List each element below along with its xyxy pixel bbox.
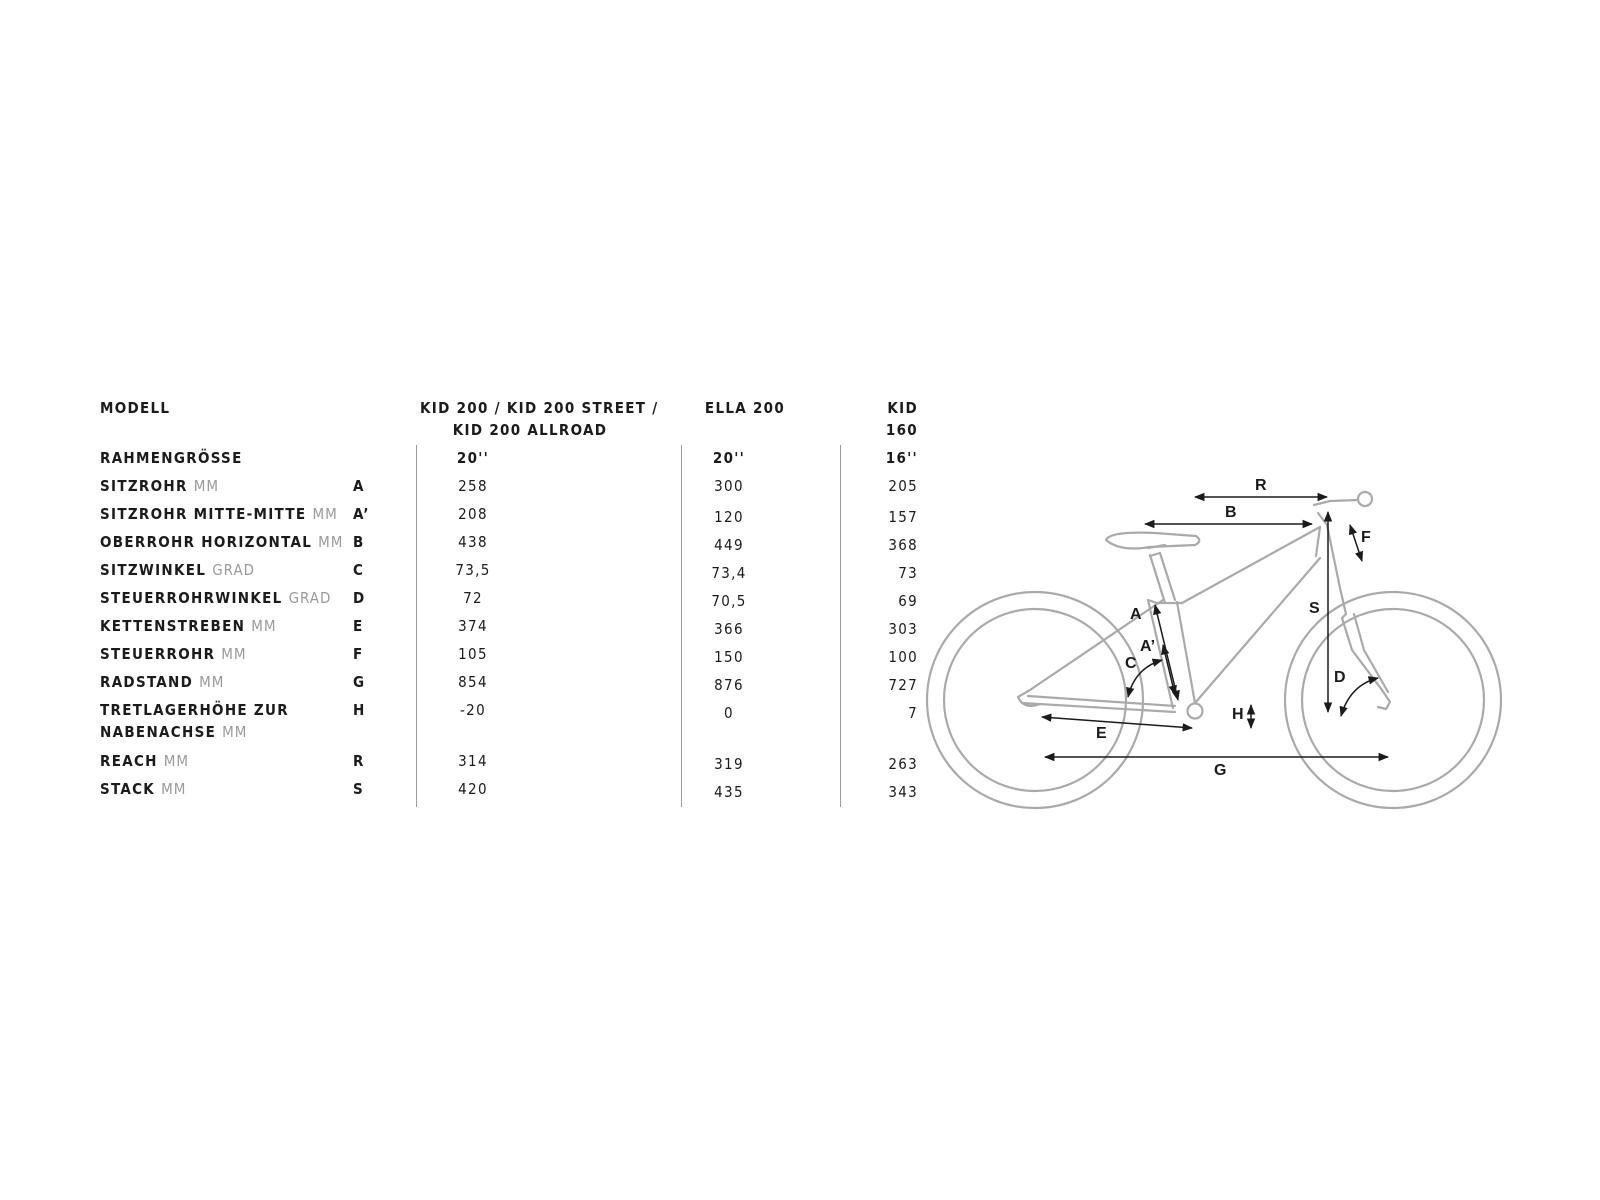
row-label: STEUERROHR MM (100, 645, 247, 663)
row-label: TRETLAGERHÖHE ZUR NABENACHSE MM (100, 701, 289, 741)
dimension-label-E: E (1096, 725, 1107, 742)
row-letter: D (353, 589, 366, 607)
row-letter: B (353, 533, 365, 551)
row-value: 72 (463, 589, 483, 607)
column-header-kid200: KID 200 / KID 200 STREET / KID 200 ALLROAD (420, 399, 659, 439)
row-value: 7 (908, 704, 918, 722)
row-value: 73 (898, 564, 918, 582)
frame (1018, 527, 1320, 712)
frame-size-value: 20'' (456, 449, 490, 467)
row-value: 343 (888, 783, 918, 801)
row-value: 70,5 (711, 592, 747, 610)
row-label: SITZROHR MITTE-MITTE MM (100, 505, 338, 523)
row-value: 435 (714, 783, 744, 801)
dimension-label-R: R (1255, 477, 1267, 494)
dimension-label-A-prime: A’ (1140, 638, 1156, 655)
dimension-label-G: G (1214, 762, 1227, 779)
dimension-label-B: B (1225, 504, 1237, 521)
row-letter: G (353, 673, 366, 691)
bottom-bracket (1188, 704, 1203, 719)
row-value: 73,4 (711, 564, 747, 582)
row-value: 876 (714, 676, 744, 694)
row-value: 205 (888, 477, 918, 495)
dimension-arrows (1042, 497, 1388, 757)
row-value: 366 (714, 620, 744, 638)
row-letter: R (353, 752, 365, 770)
row-value: 314 (458, 752, 488, 770)
row-label: RADSTAND MM (100, 673, 225, 691)
row-letter: C (353, 561, 365, 579)
row-value: 854 (458, 673, 488, 691)
row-value: 100 (888, 648, 918, 666)
row-label: SITZROHR MM (100, 477, 219, 495)
dimension-label-H: H (1232, 706, 1244, 723)
dimension-label-A: A (1130, 606, 1142, 623)
row-label: STACK MM (100, 780, 187, 798)
frame-size-label: RAHMENGRÖSSE (100, 449, 243, 467)
column-header-ella200: ELLA 200 (704, 399, 786, 417)
row-letter: H (353, 701, 366, 719)
row-letter: E (353, 617, 364, 635)
row-label: KETTENSTREBEN MM (100, 617, 277, 635)
row-label: STEUERROHRWINKEL GRAD (100, 589, 332, 607)
row-value: 438 (458, 533, 488, 551)
header-model: MODELL (100, 399, 171, 417)
row-label: REACH MM (100, 752, 190, 770)
row-value: 150 (714, 648, 744, 666)
dimension-D-arc (1341, 678, 1378, 716)
row-value: 208 (458, 505, 488, 523)
row-value: 105 (458, 645, 488, 663)
dimension-label-C: C (1125, 655, 1137, 672)
front-wheel (1285, 592, 1501, 808)
bike-outline (927, 492, 1501, 808)
dimension-label-F: F (1361, 529, 1371, 546)
row-value: 727 (888, 676, 918, 694)
row-label: OBERROHR HORIZONTAL MM (100, 533, 344, 551)
row-value: 303 (888, 620, 918, 638)
row-value: 263 (888, 755, 918, 773)
row-letter: F (353, 645, 364, 663)
row-value: 73,5 (455, 561, 491, 579)
dimension-label-S: S (1309, 600, 1320, 617)
row-value: 300 (714, 477, 744, 495)
row-letter: A (353, 477, 365, 495)
seatpost-saddle (1106, 533, 1199, 603)
row-letter: S (353, 780, 365, 798)
row-value: 420 (458, 780, 488, 798)
row-value: 368 (888, 536, 918, 554)
row-value: 157 (888, 508, 918, 526)
row-value: 449 (714, 536, 744, 554)
frame-size-value: 16'' (885, 449, 918, 467)
dimension-E-arrow (1042, 717, 1192, 728)
row-value: 319 (714, 755, 744, 773)
row-label: SITZWINKEL GRAD (100, 561, 256, 579)
dimension-A-arrow (1155, 605, 1178, 700)
row-value: 374 (458, 617, 488, 635)
column-header-kid160: KID 160 (885, 399, 918, 439)
row-value: 0 (724, 704, 734, 722)
row-value: 69 (898, 592, 918, 610)
row-letter: A’ (353, 505, 370, 523)
frame-size-value: 20'' (712, 449, 746, 467)
row-value: 258 (458, 477, 488, 495)
row-value: -20 (460, 701, 486, 719)
dimension-label-D: D (1334, 669, 1346, 686)
rear-wheel (927, 592, 1143, 808)
row-value: 120 (714, 508, 744, 526)
